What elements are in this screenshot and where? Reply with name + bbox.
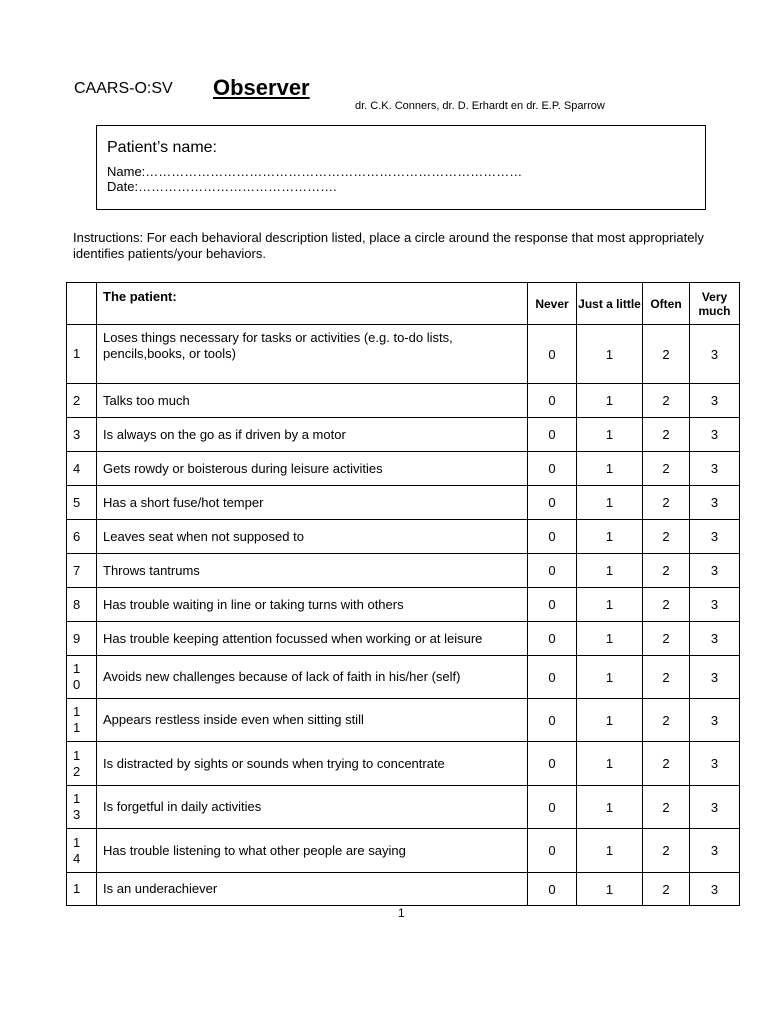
table-row <box>67 699 740 742</box>
item-number: 6 <box>67 520 97 554</box>
item-description: Is an underachiever <box>97 873 528 906</box>
score-just-a-little[interactable]: 1 <box>577 873 643 906</box>
score-often[interactable]: 2 <box>643 452 690 486</box>
item-description: Throws tantrums <box>97 554 528 588</box>
table-row <box>67 384 740 418</box>
item-description: Leaves seat when not supposed to <box>97 520 528 554</box>
header-just-a-little: Just a little <box>577 283 643 325</box>
header-item: The patient: <box>97 283 528 325</box>
table-row <box>67 486 740 520</box>
item-description: Is distracted by sights or sounds when trying to concentrate <box>97 742 528 786</box>
table-row <box>67 325 740 384</box>
item-description: Appears restless inside even when sitting still <box>97 699 528 742</box>
score-just-a-little[interactable]: 1 <box>577 520 643 554</box>
score-very-much[interactable]: 3 <box>690 699 740 742</box>
item-number: 9 <box>67 622 97 656</box>
score-never[interactable]: 0 <box>528 452 577 486</box>
item-number: 13 <box>67 786 97 829</box>
rating-table <box>66 282 740 906</box>
page-number: 1 <box>398 906 405 920</box>
score-very-much[interactable]: 3 <box>690 418 740 452</box>
score-just-a-little[interactable]: 1 <box>577 622 643 656</box>
score-often[interactable]: 2 <box>643 384 690 418</box>
score-never[interactable]: 0 <box>528 325 577 384</box>
header-row <box>67 283 740 325</box>
score-very-much[interactable]: 3 <box>690 656 740 699</box>
item-number: 14 <box>67 829 97 873</box>
score-very-much[interactable]: 3 <box>690 452 740 486</box>
item-number: 2 <box>67 384 97 418</box>
form-code: CAARS-O:SV <box>74 80 173 97</box>
instructions-text: Instructions: For each behavioral description listed, place a circle around the response that most appropriately identifies patients/your behaviors. <box>73 230 704 261</box>
score-often[interactable]: 2 <box>643 588 690 622</box>
score-just-a-little[interactable]: 1 <box>577 554 643 588</box>
table-row <box>67 588 740 622</box>
item-description: Is always on the go as if driven by a motor <box>97 418 528 452</box>
item-number: 10 <box>67 656 97 699</box>
item-number: 12 <box>67 742 97 786</box>
table-row <box>67 520 740 554</box>
name-field-line[interactable]: Name:…………………………………………………………………………… <box>107 164 523 179</box>
item-description: Avoids new challenges because of lack of faith in his/her (self) <box>97 656 528 699</box>
item-description: Has trouble listening to what other people are saying <box>97 829 528 873</box>
table-row <box>67 742 740 786</box>
score-very-much[interactable]: 3 <box>690 622 740 656</box>
table-row <box>67 656 740 699</box>
score-often[interactable]: 2 <box>643 786 690 829</box>
item-number: 3 <box>67 418 97 452</box>
score-never[interactable]: 0 <box>528 699 577 742</box>
score-just-a-little[interactable]: 1 <box>577 384 643 418</box>
score-never[interactable]: 0 <box>528 742 577 786</box>
table-row <box>67 418 740 452</box>
score-just-a-little[interactable]: 1 <box>577 699 643 742</box>
header-very-much: Very much <box>690 283 740 325</box>
score-often[interactable]: 2 <box>643 486 690 520</box>
score-very-much[interactable]: 3 <box>690 786 740 829</box>
score-never[interactable]: 0 <box>528 486 577 520</box>
score-just-a-little[interactable]: 1 <box>577 786 643 829</box>
score-often[interactable]: 2 <box>643 418 690 452</box>
score-just-a-little[interactable]: 1 <box>577 452 643 486</box>
date-field-line[interactable]: Date:………………………………………. <box>107 179 337 194</box>
item-number: 1 <box>67 325 97 384</box>
score-very-much[interactable]: 3 <box>690 520 740 554</box>
table-row <box>67 452 740 486</box>
item-number: 1 <box>67 873 97 906</box>
score-often[interactable]: 2 <box>643 325 690 384</box>
item-description: Gets rowdy or boisterous during leisure activities <box>97 452 528 486</box>
score-just-a-little[interactable]: 1 <box>577 325 643 384</box>
table-row <box>67 554 740 588</box>
item-description: Talks too much <box>97 384 528 418</box>
item-number: 8 <box>67 588 97 622</box>
header-number-cell <box>67 283 97 325</box>
score-never[interactable]: 0 <box>528 622 577 656</box>
item-number: 7 <box>67 554 97 588</box>
score-often[interactable]: 2 <box>643 873 690 906</box>
score-often[interactable]: 2 <box>643 520 690 554</box>
score-often[interactable]: 2 <box>643 742 690 786</box>
score-never[interactable]: 0 <box>528 418 577 452</box>
patient-box <box>96 125 706 210</box>
score-often[interactable]: 2 <box>643 656 690 699</box>
score-never[interactable]: 0 <box>528 656 577 699</box>
item-description: Loses things necessary for tasks or activities (e.g. to-do lists, pencils,books, or tools) <box>97 325 528 384</box>
item-description: Has trouble waiting in line or taking turns with others <box>97 588 528 622</box>
item-description: Has trouble keeping attention focussed when working or at leisure <box>97 622 528 656</box>
item-number: 4 <box>67 452 97 486</box>
patient-heading: Patient’s name: <box>107 139 217 156</box>
table-row <box>67 873 740 906</box>
score-never[interactable]: 0 <box>528 873 577 906</box>
score-very-much[interactable]: 3 <box>690 742 740 786</box>
score-just-a-little[interactable]: 1 <box>577 486 643 520</box>
score-never[interactable]: 0 <box>528 554 577 588</box>
score-just-a-little[interactable]: 1 <box>577 829 643 873</box>
form-title: Observer <box>213 75 310 100</box>
score-just-a-little[interactable]: 1 <box>577 418 643 452</box>
item-description: Has a short fuse/hot temper <box>97 486 528 520</box>
score-very-much[interactable]: 3 <box>690 829 740 873</box>
table-row <box>67 786 740 829</box>
table-row <box>67 622 740 656</box>
score-very-much[interactable]: 3 <box>690 486 740 520</box>
score-very-much[interactable]: 3 <box>690 588 740 622</box>
header-never: Never <box>528 283 577 325</box>
score-never[interactable]: 0 <box>528 384 577 418</box>
table-row <box>67 829 740 873</box>
authors-line: dr. C.K. Conners, dr. D. Erhardt en dr. E.P. Sparrow <box>355 100 605 112</box>
score-just-a-little[interactable]: 1 <box>577 588 643 622</box>
score-very-much[interactable]: 3 <box>690 554 740 588</box>
item-description: Is forgetful in daily activities <box>97 786 528 829</box>
score-often[interactable]: 2 <box>643 622 690 656</box>
score-just-a-little[interactable]: 1 <box>577 742 643 786</box>
header-often: Often <box>643 283 690 325</box>
score-very-much[interactable]: 3 <box>690 384 740 418</box>
score-often[interactable]: 2 <box>643 554 690 588</box>
score-never[interactable]: 0 <box>528 520 577 554</box>
item-number: 5 <box>67 486 97 520</box>
score-never[interactable]: 0 <box>528 829 577 873</box>
score-never[interactable]: 0 <box>528 786 577 829</box>
item-number: 11 <box>67 699 97 742</box>
score-just-a-little[interactable]: 1 <box>577 656 643 699</box>
score-often[interactable]: 2 <box>643 829 690 873</box>
score-often[interactable]: 2 <box>643 699 690 742</box>
score-very-much[interactable]: 3 <box>690 325 740 384</box>
score-very-much[interactable]: 3 <box>690 873 740 906</box>
score-never[interactable]: 0 <box>528 588 577 622</box>
